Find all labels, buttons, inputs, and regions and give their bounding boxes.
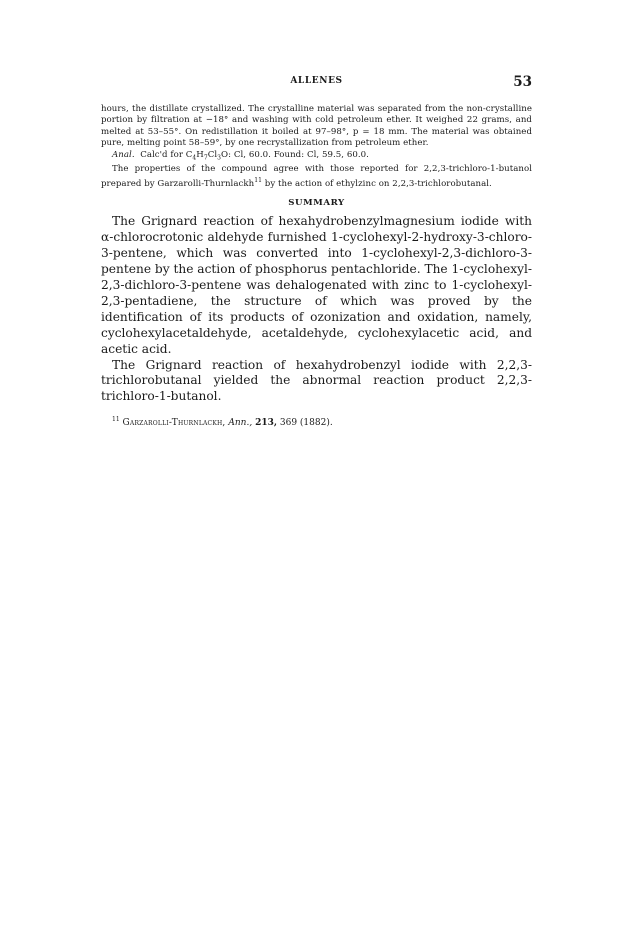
formula-c-count: 4 [192, 154, 197, 162]
summary-paragraph-2: The Grignard reaction of hexahydrobenzyl iodide with 2,2,3-trichlorobutanal yielded the abnormal reaction product 2,2,3-trichloro-1-butanol. [101, 357, 532, 404]
formula-h-symbol: H [196, 149, 204, 160]
footnote-author: Garzarolli-Thurnlackh, [122, 418, 226, 429]
summary-section [101, 214, 532, 405]
footnote-volume: 213, [255, 418, 277, 429]
footnote-number: 11 [112, 416, 120, 424]
summary-paragraph-1: The Grignard reaction of hexahydrobenzylmagnesium iodide with α-chlorocrotonic aldehyde furnished 1-cyclohexyl-2-hydroxy-3-chloro-3-pentene, which was converted into 1-cyclohexyl-2,3-dichloro-3-pentene by the action of phosphorus pentachloride. The 1-cyclohexyl-2,3-dichloro-3-pentene was dehalogenated with zinc to 1-cyclohexyl-2,3-pentadiene, the structure of which was proved by the identification of its products of ozonization and oxidation, namely, cyclohexylacetaldehyde, acetaldehyde, cyclohexylacetic acid, and acetic acid. [101, 214, 532, 356]
footnote-journal: Ann., [228, 418, 253, 429]
analysis-line [101, 150, 532, 164]
analysis-calcd-prefix: Calc'd for C [140, 149, 193, 160]
properties-text: The properties of the compound agree with those reported for 2,2,3-trichloro-1-butanol prepared by Garzarolli-Thurnlackh [101, 163, 532, 190]
properties-paragraph [101, 164, 532, 191]
page-number: 53 [513, 74, 532, 90]
experimental-section [101, 104, 532, 190]
footnote-pages: 369 (1882). [277, 418, 333, 429]
summary-heading: SUMMARY [288, 198, 345, 209]
analysis-label: Anal. [112, 149, 135, 160]
formula-cl-symbol: Cl [207, 149, 218, 160]
running-head [101, 74, 532, 90]
properties-tail: by the action of ethylzinc on 2,2,3-trichlorobutanal. [261, 179, 492, 190]
experimental-paragraph: hours, the distillate crystallized. The crystalline material was separated from the non-crystalline portion by filtration at −18° and washing with cold petroleum ether. It weighed 22 grams, and melted at 53–55°. On redistillation it boiled at 97–98°, p = 18 mm. The material was obtained pure, melting point 58–59°, by one recrystallization from petroleum ether. [101, 104, 532, 149]
footnote-ref: 11 [254, 177, 262, 185]
formula-h-count: 7 [203, 154, 208, 162]
footnote [101, 414, 532, 429]
page [101, 74, 532, 429]
analysis-results: O: Cl, 60.0. Found: Cl, 59.5, 60.0. [221, 149, 369, 160]
running-title: ALLENES [290, 76, 343, 86]
formula-cl-count: 3 [217, 154, 222, 162]
